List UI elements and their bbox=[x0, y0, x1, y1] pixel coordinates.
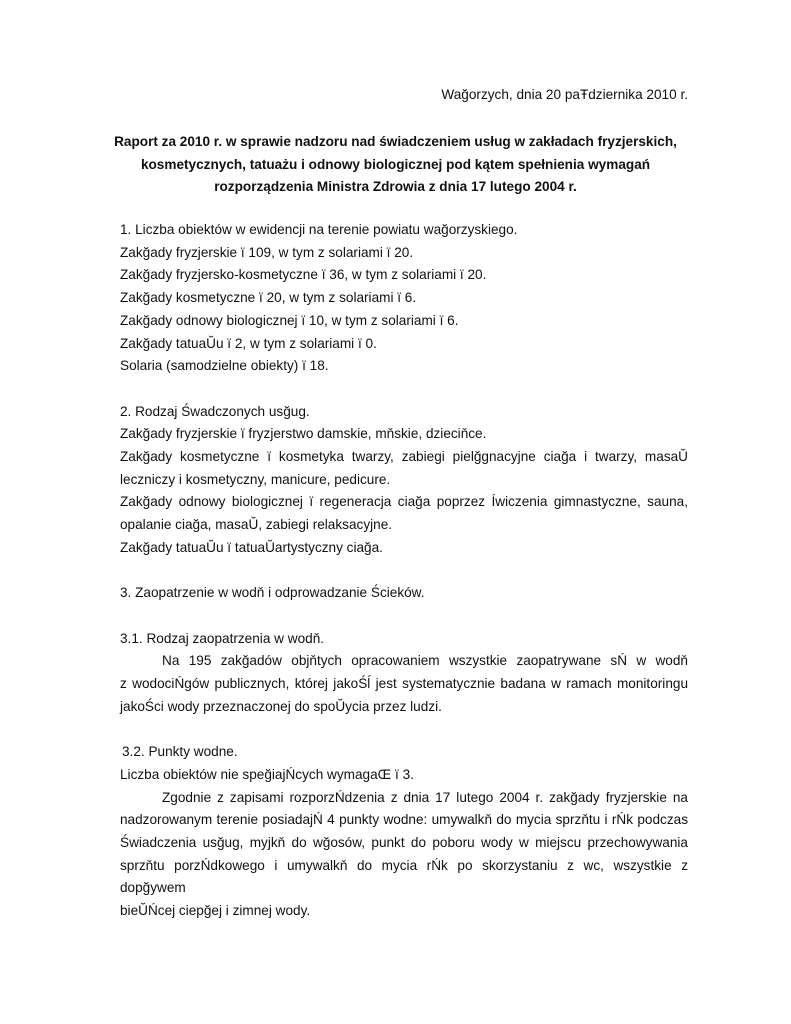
paragraph-line: Zakğady fryzjerskie ï fryzjerstwo damskie, mňskie, dzieciňce. bbox=[120, 426, 487, 442]
report-title bbox=[100, 131, 691, 199]
paragraph-line: Zakğady tatuaŬu ï tatuaŬartystyczny ciağa. bbox=[120, 539, 383, 555]
title-line-2: kosmetycznych, tatuażu i odnowy biologicznej pod kątem spełnienia wymagań bbox=[140, 156, 651, 172]
title-line-1: Raport za 2010 r. w sprawie nadzoru nad świadczeniem usług w zakładach fryzjerskich, bbox=[114, 134, 677, 149]
list-item: Zakğady fryzjersko-kosmetyczne ï 36, w tym z solariami ï 20. bbox=[120, 267, 487, 283]
spacer bbox=[120, 378, 688, 401]
paragraph-line: z wodociŃgów publicznych, której jakoŚĺ jest systematycznie badana w ramach monitoringu bbox=[120, 676, 688, 692]
list-item: Solaria (samodzielne obiekty) ï 18. bbox=[120, 358, 329, 374]
paragraph-line: bieŬŃcej ciepğej i zimnej wody. bbox=[120, 903, 311, 919]
list-item: Zakğady odnowy biologicznej ï 10, w tym z solariami ï 6. bbox=[120, 312, 459, 328]
section-3-heading: 3. Zaopatrzenie w wodň i odprowadzanie Ścieków. bbox=[120, 585, 425, 601]
paragraph-line: opalanie ciağa, masaŬ, zabiegi relaksacyjne. bbox=[120, 517, 393, 533]
paragraph-line: Liczba obiektów nie speğiajŃcych wymagaŒ ï 3. bbox=[120, 766, 414, 782]
report-body bbox=[120, 219, 688, 923]
paragraph-line: Zgodnie z zapisami rozporzŃdzenia z dnia 17 lutego 2004 r. zakğady fryzjerskie na bbox=[162, 789, 688, 805]
paragraph-line: jakoŚci wody przeznaczonej do spoŬycia przez ludzi. bbox=[120, 698, 442, 714]
paragraph-line: Na 195 zakğadów objňtych opracowaniem wszystkie zaopatrywane sŃ w wodň bbox=[162, 653, 688, 669]
section-2-heading: 2. Rodzaj Śwadczonych usğug. bbox=[120, 403, 310, 419]
paragraph-line: sprzňtu porzŃdkowego i umywalkň do mycia rŃk po skorzystaniu z wc, wszystkie z dopğywem bbox=[120, 857, 688, 896]
section-3-2-heading: 3.2. Punkty wodne. bbox=[122, 744, 238, 760]
section-1-heading: 1. Liczba obiektów w ewidencji na terenie powiatu wağorzyskiego. bbox=[120, 222, 518, 237]
section-3-1-heading: 3.1. Rodzaj zaopatrzenia w wodň. bbox=[120, 630, 325, 646]
paragraph-line: Świadczenia usğug, myjkň do wğosów, punkt do poboru wody w miejscu przechowywania bbox=[120, 834, 688, 850]
spacer bbox=[120, 560, 688, 583]
list-item: Zakğady tatuaŬu ï 2, w tym z solariami ï 0. bbox=[120, 335, 377, 351]
paragraph-line: leczniczy i kosmetyczny, manicure, pedicure. bbox=[120, 471, 391, 487]
paragraph-line: Zakğady odnowy biologicznej ï regeneracja ciağa poprzez Íwiczenia gimnastyczne, sauna, bbox=[120, 494, 688, 510]
date-line: Wağorzych, dnia 20 paŦdziernika 2010 r. bbox=[441, 87, 688, 102]
paragraph-line: Zakğady kosmetyczne ï kosmetyka twarzy, zabiegi pielğgnacyjne ciağa i twarzy, masaŬ bbox=[120, 449, 688, 465]
spacer bbox=[120, 718, 688, 741]
spacer bbox=[120, 605, 688, 628]
list-item: Zakğady kosmetyczne ï 20, w tym z solariami ï 6. bbox=[120, 290, 417, 306]
title-line-3: rozporządzenia Ministra Zdrowia z dnia 17 lutego 2004 r. bbox=[214, 179, 577, 194]
list-item: Zakğady fryzjerskie ï 109, w tym z solariami ï 20. bbox=[120, 244, 414, 260]
paragraph-line: nadzorowanym terenie posiadajŃ 4 punkty wodne: umywalkň do mycia sprzňtu i rŃk podczas bbox=[120, 812, 688, 828]
